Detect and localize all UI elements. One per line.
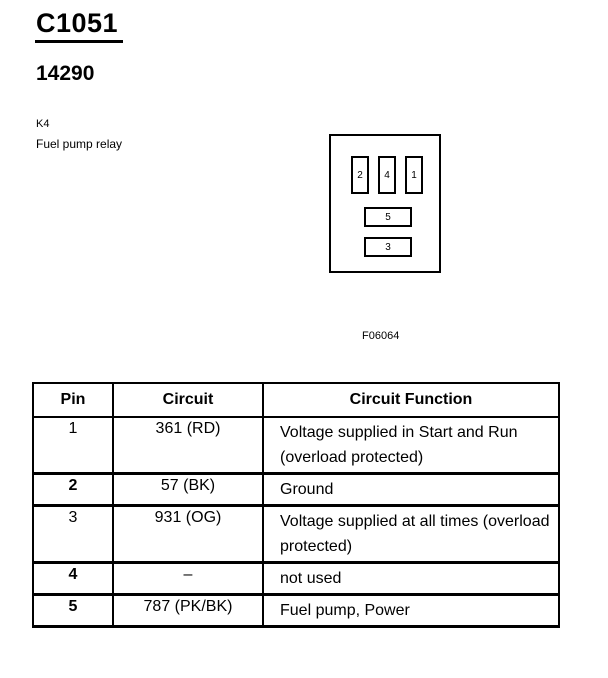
pin-cell: 4 bbox=[33, 563, 113, 595]
connector-diagram bbox=[329, 134, 441, 273]
function-cell: not used bbox=[263, 563, 559, 595]
table-row bbox=[33, 506, 559, 563]
function-cell: Voltage supplied in Start and Run (overload protected) bbox=[263, 417, 559, 474]
header-pin: Pin bbox=[33, 383, 113, 417]
pin-cell: 5 bbox=[33, 595, 113, 627]
pin-cell: 1 bbox=[33, 417, 113, 474]
pin-slot-5: 5 bbox=[364, 207, 412, 227]
table-row bbox=[33, 563, 559, 595]
circuit-cell: 931 (OG) bbox=[113, 506, 263, 563]
component-description: Fuel pump relay bbox=[36, 137, 123, 151]
function-cell: Voltage supplied at all times (overload protected) bbox=[263, 506, 559, 563]
circuit-cell: – bbox=[113, 563, 263, 595]
connector-title: C1051 bbox=[36, 8, 119, 38]
title-underline bbox=[35, 40, 123, 43]
pinout-table bbox=[32, 382, 560, 628]
figure-reference: F06064 bbox=[362, 330, 400, 342]
pin-slot-3: 3 bbox=[364, 237, 412, 257]
pin-cell: 3 bbox=[33, 506, 113, 563]
table-row bbox=[33, 595, 559, 627]
pin-slot-4: 4 bbox=[378, 156, 396, 194]
part-number: 14290 bbox=[36, 62, 95, 85]
pin-slot-2: 2 bbox=[351, 156, 369, 194]
function-cell: Fuel pump, Power bbox=[263, 595, 559, 627]
header-circuit-function: Circuit Function bbox=[263, 383, 559, 417]
pin-cell: 2 bbox=[33, 474, 113, 506]
table-header-row bbox=[33, 383, 559, 417]
circuit-cell: 787 (PK/BK) bbox=[113, 595, 263, 627]
function-cell: Ground bbox=[263, 474, 559, 506]
component-id: K4 bbox=[36, 118, 50, 130]
header-circuit: Circuit bbox=[113, 383, 263, 417]
table-row bbox=[33, 474, 559, 506]
circuit-cell: 57 (BK) bbox=[113, 474, 263, 506]
pin-slot-1: 1 bbox=[405, 156, 423, 194]
circuit-cell: 361 (RD) bbox=[113, 417, 263, 474]
table-row bbox=[33, 417, 559, 474]
